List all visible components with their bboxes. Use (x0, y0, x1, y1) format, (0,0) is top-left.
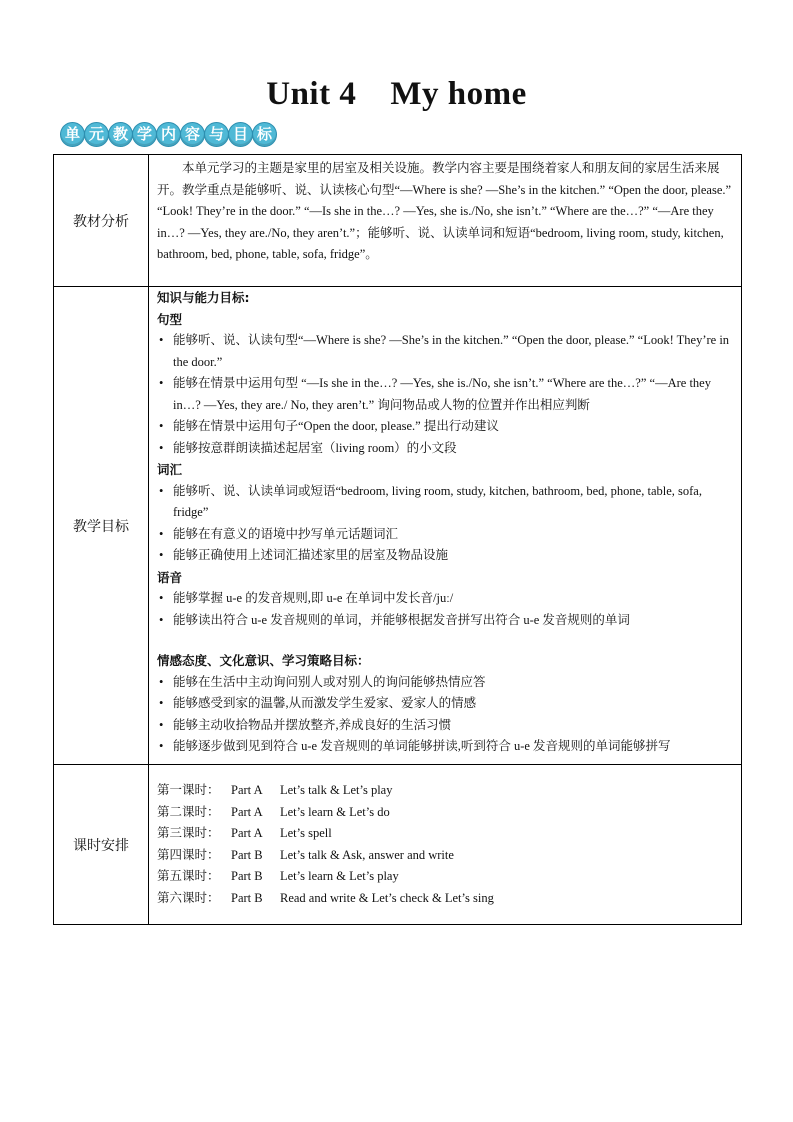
goal-item (157, 416, 735, 438)
lesson-number: 第五课时： (157, 869, 220, 883)
bullet-icon: • (159, 717, 164, 732)
schedule-item (157, 802, 735, 824)
goal-item-text: 能够在情景中运用句子“Open the door, please.” 提出行动建议 (173, 419, 499, 433)
banner-char: 与 (204, 122, 229, 147)
lesson-part: Part B (231, 890, 263, 905)
goals-row (54, 287, 742, 765)
banner-char: 单 (60, 122, 85, 147)
bullet-icon: • (159, 591, 164, 605)
bullet-icon: • (159, 483, 164, 498)
goal-item (157, 672, 735, 694)
goal-item-text: 能够感受到家的温馨,从而激发学生爱家、爱家人的情感 (173, 696, 477, 710)
lesson-activity: Let’s spell (280, 826, 332, 840)
goal-item (157, 524, 735, 546)
schedule-item (157, 888, 735, 910)
goal-item-text: 能够正确使用上述词汇描述家里的居室及物品设施 (173, 548, 449, 562)
goal-item-text: 能够在有意义的语境中抄写单元话题词汇 (173, 526, 399, 541)
page-title (0, 76, 793, 113)
schedule-list (157, 780, 735, 909)
goal-item (157, 330, 735, 373)
banner-char: 内 (156, 122, 181, 147)
goal-item (157, 588, 735, 610)
vocab-heading: 词汇 (157, 462, 183, 477)
attitude-heading: 情感态度、文化意识、学习策略目标： (157, 653, 370, 668)
unit-name: My home (390, 76, 527, 112)
goals-cell (149, 287, 742, 765)
goal-item (157, 693, 735, 715)
schedule-item (157, 845, 735, 867)
attitude-list (157, 672, 735, 758)
goal-item (157, 610, 735, 632)
bullet-icon: • (159, 548, 164, 562)
bullet-icon: • (159, 739, 164, 753)
lesson-part: Part A (231, 804, 263, 819)
bullet-icon: • (159, 674, 164, 689)
goal-item (157, 373, 735, 416)
goal-item-text: 能够主动收拾物品并摆放整齐,养成良好的生活习惯 (173, 717, 452, 732)
analysis-text: 本单元学习的主题是家里的居室及相关设施。教学内容主要是围绕着家人和朋友间的家居生活来展开。教学重点是能够听、说、认读核心句型“—Where is she? —She’s in the kitchen.” “Open the door, please.” “Look! They’re in the door.” “—Is she in the…? —Yes, she is./No, she isn’t.” “Where are the…?” “—Are they in…? —Yes, they are./No, they aren’t.”；能够听、说、认读单词和短语“bedroom, living room, study, kitchen, bathroom, bed, phone, table, sofa, fridge”。 (157, 161, 732, 261)
schedule-item (157, 780, 735, 802)
goal-item-text: 能够按意群朗读描述起居室（living room）的小文段 (173, 440, 457, 455)
goal-item (157, 715, 735, 737)
goal-item-text: 能够听、说、认读句型“—Where is she? —She’s in the kitchen.” “Open the door, please.” “Look! They’re in the door.” (173, 333, 730, 369)
lesson-number: 第二课时： (157, 804, 220, 819)
banner-char: 标 (252, 122, 277, 147)
analysis-cell (149, 155, 742, 287)
bullet-icon: • (159, 376, 164, 390)
goal-item (157, 736, 735, 758)
phonics-list (157, 588, 735, 631)
phonics-heading: 语音 (157, 569, 183, 585)
schedule-item (157, 823, 735, 845)
lesson-part: Part A (231, 783, 263, 797)
lesson-activity: Let’s learn & Let’s play (280, 869, 399, 883)
sentences-list (157, 330, 735, 459)
schedule-label: 课时安排 (54, 765, 149, 925)
knowledge-heading: 知识与能力目标: (157, 290, 250, 305)
bullet-icon: • (159, 696, 164, 710)
banner-char: 教 (108, 122, 133, 147)
banner-char: 元 (84, 122, 109, 147)
goals-label: 教学目标 (54, 287, 149, 765)
goal-item-text: 能够逐步做到见到符合 u-e 发音规则的单词能够拼读,听到符合 u-e 发音规则的单词能够拼写 (173, 739, 671, 753)
unit-number: Unit 4 (266, 76, 357, 112)
vocab-list (157, 481, 735, 567)
bullet-icon: • (159, 419, 164, 433)
analysis-row (54, 155, 742, 287)
lesson-part: Part B (231, 869, 263, 883)
lesson-part: Part A (231, 826, 263, 840)
lesson-number: 第一课时： (157, 783, 220, 797)
sentences-heading: 句型 (157, 311, 183, 327)
goal-item-text: 能够读出符合 u-e 发音规则的单词，并能够根据发音拼写出符合 u-e 发音规则的单词 (173, 612, 630, 627)
banner-char: 容 (180, 122, 205, 147)
bullet-icon: • (159, 333, 164, 347)
bullet-icon: • (159, 440, 164, 455)
lesson-activity: Let’s talk & Ask, answer and write (280, 847, 454, 862)
unit-plan-table (53, 154, 742, 925)
goal-item (157, 481, 735, 524)
schedule-item (157, 866, 735, 888)
analysis-label: 教材分析 (54, 155, 149, 287)
section-banner (60, 122, 276, 150)
goal-item-text: 能够听、说、认读单词或短语“bedroom, living room, study, kitchen, bathroom, bed, phone, table, sofa, fridge” (173, 483, 702, 519)
goal-item (157, 545, 735, 567)
lesson-number: 第六课时： (157, 890, 220, 905)
lesson-activity: Let’s learn & Let’s do (280, 804, 390, 819)
lesson-number: 第三课时： (157, 826, 220, 840)
schedule-cell (149, 765, 742, 925)
banner-char: 学 (132, 122, 157, 147)
lesson-activity: Read and write & Let’s check & Let’s sing (280, 890, 494, 905)
bullet-icon: • (159, 612, 164, 627)
lesson-number: 第四课时： (157, 847, 220, 862)
lesson-activity: Let’s talk & Let’s play (280, 783, 393, 797)
bullet-icon: • (159, 526, 164, 541)
goal-item-text: 能够在生活中主动询问别人或对别人的询问能够热情应答 (173, 674, 486, 689)
goal-item-text: 能够掌握 u-e 的发音规则,即 u-e 在单词中发长音/juː/ (173, 591, 454, 605)
goal-item-text: 能够在情景中运用句型 “—Is she in the…? —Yes, she is./No, she isn’t.” “Where are the…?” “—Are they in…? —Yes, they are./ No, they aren’t.” 询问物品或人物的位置并作出相应判断 (173, 376, 711, 412)
schedule-row (54, 765, 742, 925)
lesson-part: Part B (231, 847, 263, 862)
goal-item (157, 438, 735, 460)
banner-char: 目 (228, 122, 253, 147)
